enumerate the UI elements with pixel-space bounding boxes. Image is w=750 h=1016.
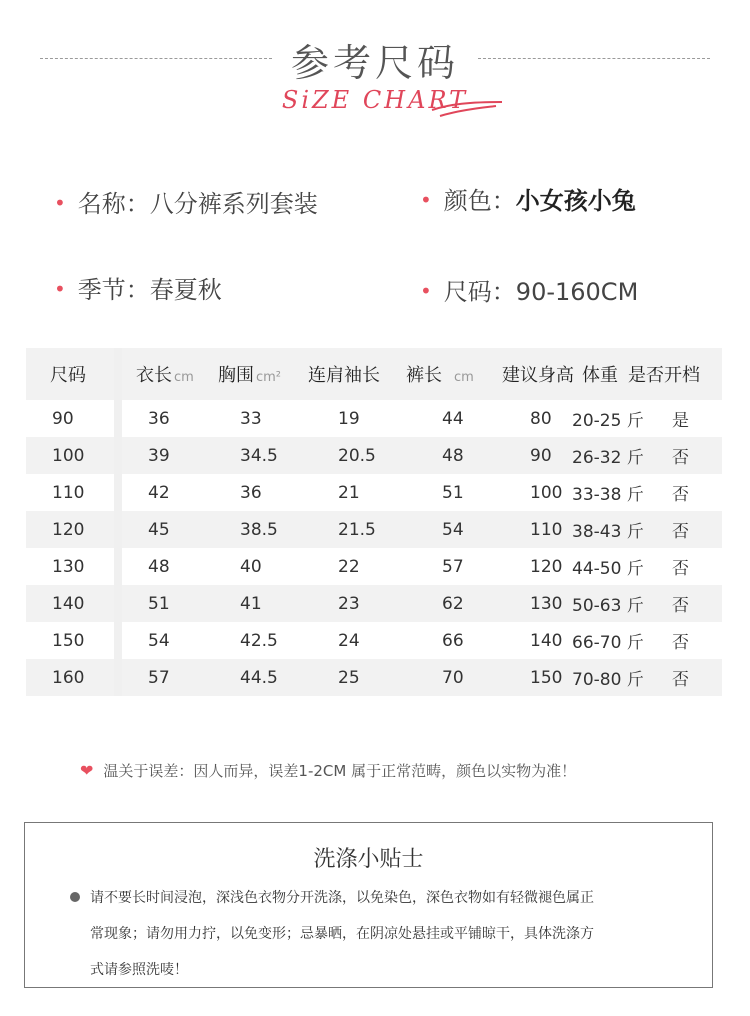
table-cell: 48 [442, 445, 464, 466]
table-cell: 57 [442, 556, 464, 577]
table-cell: 44 [442, 408, 464, 429]
info-season: • 季节：春夏秋 [54, 276, 222, 304]
table-cell: 150 [52, 630, 85, 651]
page-subtitle: SiZE CHART [281, 86, 469, 114]
table-row [26, 400, 722, 437]
header-height-weight-crotch: 建议身高 体重 是否开档 [502, 365, 700, 386]
washing-tips-title: 洗涤小贴士 [313, 847, 424, 872]
table-row [26, 437, 722, 474]
header-chest: 胸围 cm² [218, 365, 282, 386]
table-cell: 否 [672, 596, 689, 616]
table-row [26, 659, 722, 696]
bullet-dot: • [420, 188, 432, 212]
table-cell: 20-25 斤 [572, 411, 644, 431]
table-cell: 51 [148, 593, 170, 614]
table-row [26, 474, 722, 511]
size-table [26, 348, 722, 696]
table-cell: 140 [52, 593, 85, 614]
table-cell: 36 [240, 482, 262, 503]
table-cell: 19 [338, 408, 360, 429]
page-title: 参考尺码 [290, 41, 459, 85]
info-size: • 尺码：90-160CM [420, 278, 639, 306]
table-cell: 110 [52, 482, 85, 503]
table-cell: 100 [52, 445, 85, 466]
bullet-dot: • [54, 191, 66, 215]
table-cell: 140 [530, 630, 563, 651]
table-cell: 36 [148, 408, 170, 429]
table-cell: 80 [530, 408, 552, 429]
table-cell: 90 [52, 408, 74, 429]
table-row [26, 511, 722, 548]
error-notice: ❤ 温关于误差：因人而异，误差1-2CM 属于正常范畴，颜色以实物为准！ [80, 761, 577, 780]
table-cell: 是 [672, 411, 689, 431]
table-row [26, 585, 722, 622]
table-cell: 33 [240, 408, 262, 429]
table-cell: 160 [52, 667, 85, 688]
column-separator [114, 348, 122, 696]
table-cell: 21 [338, 482, 360, 503]
table-cell: 50-63 斤 [572, 596, 644, 616]
table-cell: 44.5 [240, 667, 278, 688]
table-row [26, 548, 722, 585]
table-cell: 否 [672, 485, 689, 505]
table-cell: 否 [672, 633, 689, 653]
table-row [26, 622, 722, 659]
table-cell: 100 [530, 482, 563, 503]
heart-icon: ❤ [80, 761, 94, 780]
table-cell: 110 [530, 519, 563, 540]
table-cell: 41 [240, 593, 262, 614]
header-size: 尺码 [50, 365, 86, 386]
bullet-dot [70, 892, 80, 902]
table-cell: 23 [338, 593, 360, 614]
table-cell: 54 [148, 630, 170, 651]
table-cell: 否 [672, 522, 689, 542]
table-cell: 66 [442, 630, 464, 651]
table-cell: 38-43 斤 [572, 522, 644, 542]
table-cell: 57 [148, 667, 170, 688]
bullet-dot: • [420, 279, 432, 303]
table-header-row [26, 348, 722, 400]
table-cell: 42 [148, 482, 170, 503]
table-cell: 21.5 [338, 519, 376, 540]
table-cell: 45 [148, 519, 170, 540]
table-cell: 否 [672, 670, 689, 690]
table-cell: 150 [530, 667, 563, 688]
table-cell: 54 [442, 519, 464, 540]
header-sleeve: 连肩袖长 [308, 365, 380, 386]
table-cell: 38.5 [240, 519, 278, 540]
table-cell: 20.5 [338, 445, 376, 466]
table-cell: 66-70 斤 [572, 633, 644, 653]
swoosh-decoration [430, 92, 510, 122]
table-cell: 40 [240, 556, 262, 577]
table-cell: 48 [148, 556, 170, 577]
washing-tips-text: 请不要长时间浸泡，深浅色衣物分开洗涤，以免染色，深色衣物如有轻微褪色属正 常现象；请勿用力拧，以免变形；忌暴晒，在阴凉处悬挂或平铺晾干，具体洗涤方 式请参照洗唛！ [90, 890, 594, 978]
table-cell: 51 [442, 482, 464, 503]
table-cell: 130 [530, 593, 563, 614]
header-length: 衣长 cm [136, 365, 194, 386]
table-cell: 25 [338, 667, 360, 688]
bullet-dot: • [54, 277, 66, 301]
table-cell: 39 [148, 445, 170, 466]
table-cell: 130 [52, 556, 85, 577]
table-cell: 120 [52, 519, 85, 540]
table-cell: 42.5 [240, 630, 278, 651]
info-name: • 名称：八分裤系列套装 [54, 190, 318, 218]
table-cell: 24 [338, 630, 360, 651]
table-cell: 否 [672, 559, 689, 579]
header-pants: 裤长 cm [406, 365, 474, 386]
table-cell: 33-38 斤 [572, 485, 644, 505]
table-cell: 120 [530, 556, 563, 577]
table-cell: 62 [442, 593, 464, 614]
table-cell: 否 [672, 448, 689, 468]
table-cell: 70-80 斤 [572, 670, 644, 690]
table-cell: 22 [338, 556, 360, 577]
table-cell: 44-50 斤 [572, 559, 644, 579]
table-cell: 90 [530, 445, 552, 466]
table-cell: 26-32 斤 [572, 448, 644, 468]
table-cell: 70 [442, 667, 464, 688]
info-color: • 颜色：小女孩小兔 [420, 187, 636, 215]
table-cell: 34.5 [240, 445, 278, 466]
